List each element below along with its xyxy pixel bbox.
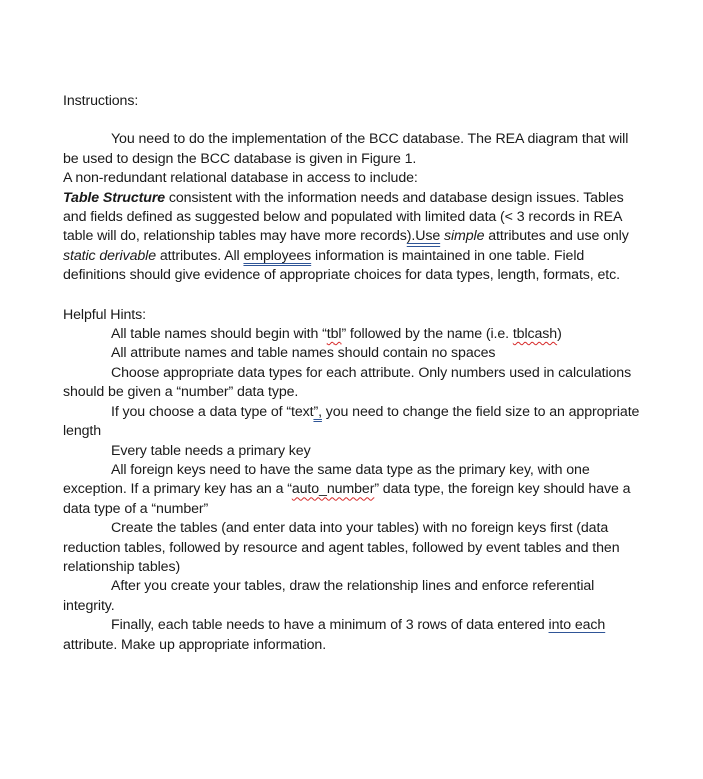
hint-item xyxy=(63,325,643,344)
intro-text-c: attributes. All xyxy=(156,247,244,264)
document-page xyxy=(63,92,643,655)
intro-section xyxy=(63,130,643,285)
grammar-flag-employees: employees xyxy=(243,247,312,264)
static-derivable-term: static derivable xyxy=(63,247,157,264)
hint-item: After you create your tables, draw the relationship lines and enforce referential integrity. xyxy=(63,578,595,614)
hint-text: attribute. Make up appropriate information. xyxy=(63,636,327,653)
intro-paragraph-2: A non-redundant relational database in access to include: xyxy=(63,170,418,187)
instructions-heading: Instructions: xyxy=(63,93,139,109)
hint-item: Choose appropriate data types for each attribute. Only numbers used in calculations should be given a “number” data type. xyxy=(63,364,632,401)
hint-item xyxy=(63,616,643,655)
hint-text: Finally, each table needs to have a minimum of 3 rows of data entered xyxy=(111,617,549,634)
intro-paragraph-1: You need to do the implementation of the BCC database. The REA diagram that will be used to design the BCC database is given in Figure 1. xyxy=(63,131,629,167)
hint-item: Every table needs a primary key xyxy=(111,442,311,459)
intro-text-d: information is maintained in one table. Field definitions should give evidence of appropriate choices for data types, length, formats, etc. xyxy=(63,247,620,284)
hint-item: All attribute names and table names should contain no spaces xyxy=(111,345,496,362)
simple-term: simple xyxy=(444,228,485,245)
hints-list xyxy=(63,325,643,655)
hint-text: ” followed by the name (i.e. xyxy=(341,326,513,343)
hint-text: you need to change the field size to an appropriate length xyxy=(63,403,640,440)
hint-item xyxy=(63,403,643,442)
hint-text: If you choose a data type of “text xyxy=(111,403,314,420)
spell-flag-tbl: tbl xyxy=(326,326,342,343)
grammar-flag-quote: ”, xyxy=(313,403,322,420)
hints-heading: Helpful Hints: xyxy=(63,306,146,323)
hint-text: All table names should begin with “ xyxy=(111,326,327,343)
hint-item xyxy=(63,461,643,519)
spell-flag-auto-number: auto_number xyxy=(291,481,375,498)
hint-item: Create the tables (and enter data into your tables) with no foreign keys first (data reduction tables, followed by resource and agent tables, followed by event tables and then relationship tables) xyxy=(63,520,620,575)
grammar-flag-use: ).Use xyxy=(406,228,441,245)
hint-text: All foreign keys need to have the same data type as the primary key, with one exception. If a primary key has an a “ xyxy=(63,461,590,498)
intro-text-b: attributes and use only xyxy=(484,228,629,245)
hint-text: ” data type, the foreign key should have a data type of a “number” xyxy=(63,481,631,517)
hint-text: ) xyxy=(557,326,562,343)
hints-section xyxy=(63,306,643,655)
spell-flag-tblcash: tblcash xyxy=(512,326,558,343)
grammar-flag-into-each: into each xyxy=(548,617,606,634)
intro-paragraph-3 xyxy=(63,189,643,286)
intro-text-a: consistent with the information needs and database design issues. Tables and fields defined as suggested below and populated with limited data (< 3 records in REA table will do, relationship tables may have more records xyxy=(63,189,624,245)
table-structure-label: Table Structure xyxy=(63,189,166,206)
